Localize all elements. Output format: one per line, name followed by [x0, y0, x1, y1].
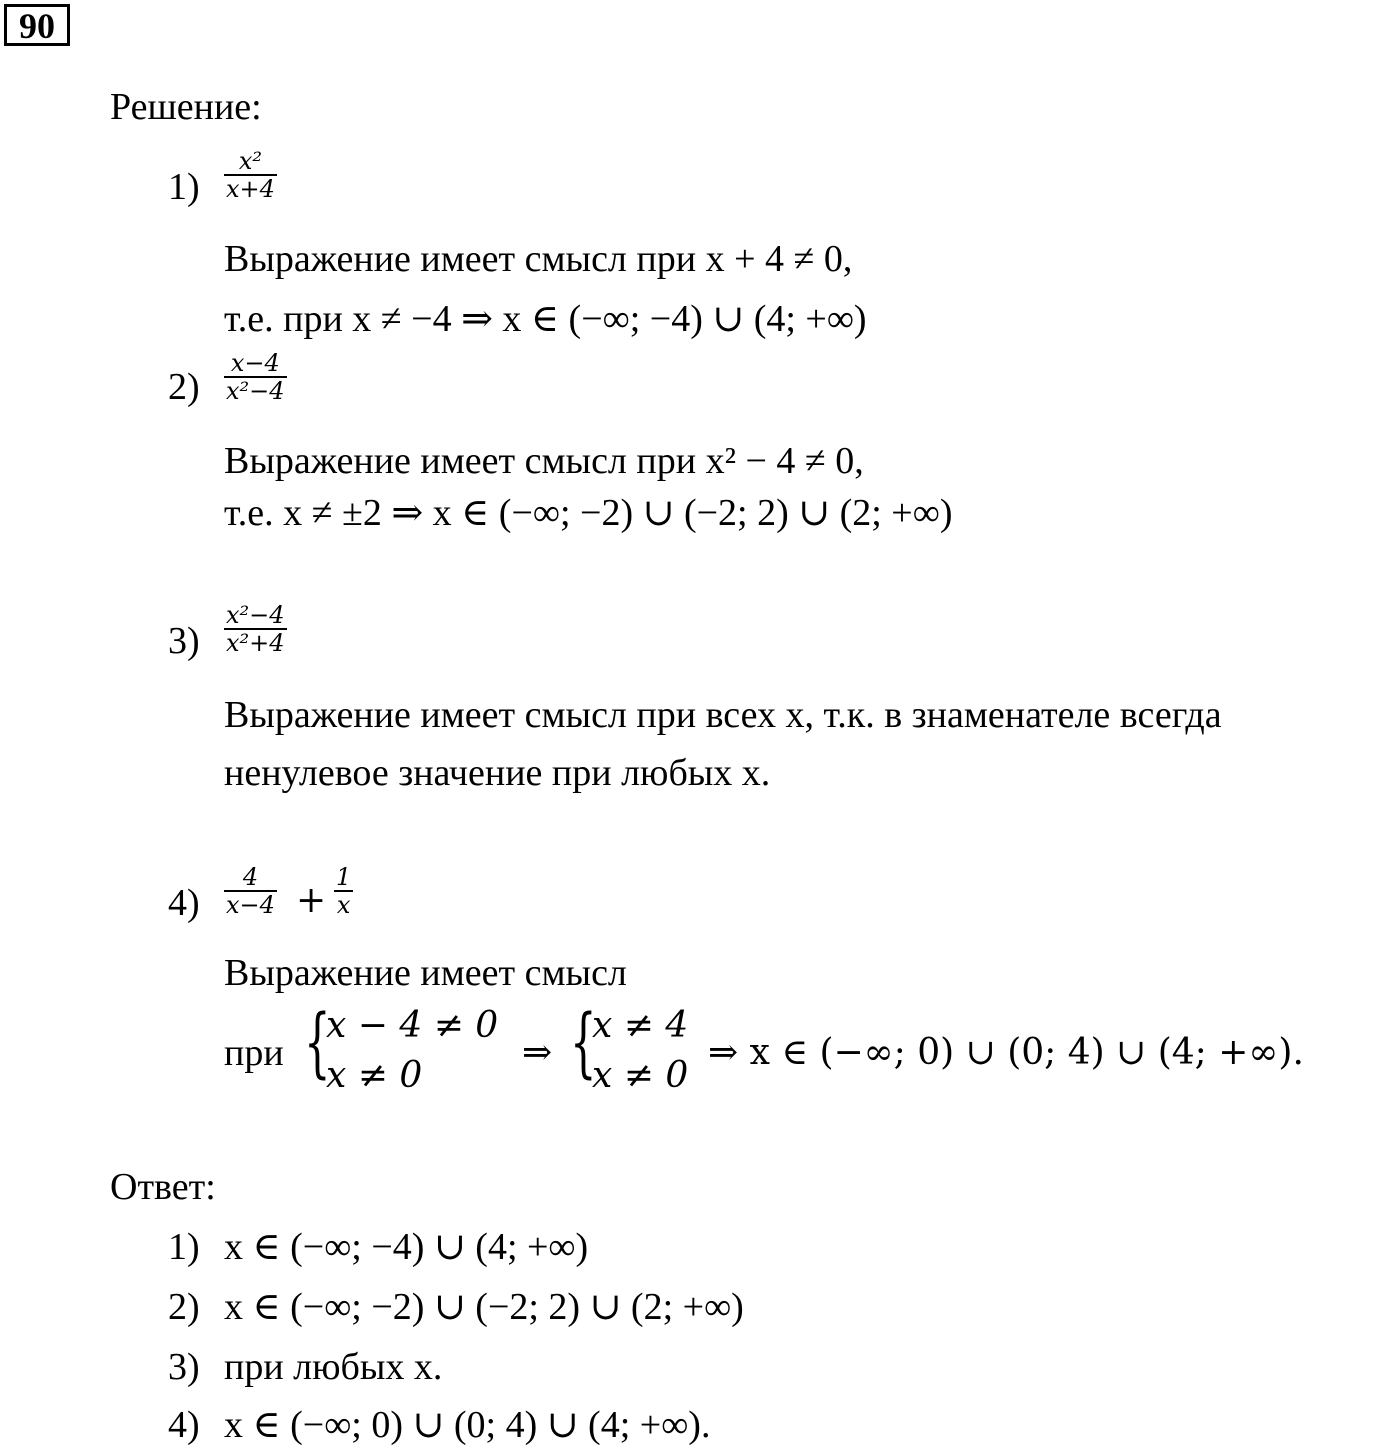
system-2-line-2: x ≠ 0 [592, 1055, 689, 1096]
item-2-denominator: x²−4 [226, 377, 285, 405]
item-4-fraction-1-numerator: 4 [224, 864, 277, 892]
item-3-condition: Выражение имеет смысл при всех x, т.к. в знаменателе всегда [224, 694, 1222, 736]
system-2-line-1: x ≠ 4 [592, 1005, 689, 1046]
item-2-domain: т.е. x ≠ ±2 ⇒ x ∈ (−∞; −2) ∪ (−2; 2) ∪ (2; +∞) [224, 492, 953, 534]
item-4-label: 4) [168, 882, 200, 924]
item-1-denominator: x+4 [226, 175, 275, 203]
item-4-fraction-2 [334, 864, 353, 918]
problem-number-badge: 90 [4, 4, 70, 46]
item-4-pri: при [224, 1032, 284, 1074]
answer-3-text: при любых x. [224, 1346, 443, 1388]
solution-heading: Решение: [110, 86, 262, 128]
answer-3-label: 3) [168, 1346, 200, 1388]
item-1-label: 1) [168, 166, 200, 208]
item-4-fraction-1 [224, 864, 277, 918]
item-3-numerator: x²−4 [226, 601, 285, 629]
item-4-implies: ⇒ [522, 1032, 553, 1073]
item-4-result: ⇒ x ∈ (−∞; 0) ∪ (0; 4) ∪ (4; +∞). [708, 1032, 1304, 1073]
item-1-numerator: x² [224, 148, 277, 176]
item-3-denominator: x²+4 [226, 629, 285, 657]
item-1-domain: т.е. при x ≠ −4 ⇒ x ∈ (−∞; −4) ∪ (4; +∞) [224, 298, 867, 340]
answer-1-label: 1) [168, 1226, 200, 1268]
item-4-plus: + [296, 880, 327, 921]
item-1-condition: Выражение имеет смысл при x + 4 ≠ 0, [224, 238, 853, 280]
answer-4-label: 4) [168, 1404, 200, 1446]
item-2-numerator: x−4 [224, 350, 287, 378]
system-1-brace: { [304, 997, 331, 1086]
system-2-brace: { [570, 997, 597, 1086]
item-4-fraction-2-numerator: 1 [336, 863, 352, 891]
answer-1-text: x ∈ (−∞; −4) ∪ (4; +∞) [224, 1226, 589, 1268]
answer-2-label: 2) [168, 1286, 200, 1328]
item-2-fraction [224, 350, 287, 404]
item-3-label: 3) [168, 620, 200, 662]
item-2-label: 2) [168, 366, 200, 408]
answer-4-text: x ∈ (−∞; 0) ∪ (0; 4) ∪ (4; +∞). [224, 1404, 711, 1446]
item-4-condition: Выражение имеет смысл [224, 952, 627, 994]
item-2-condition: Выражение имеет смысл при x² − 4 ≠ 0, [224, 440, 864, 482]
item-1-fraction [224, 148, 277, 202]
item-3-explanation: ненулевое значение при любых x. [224, 752, 771, 794]
item-4-fraction-1-denominator: x−4 [226, 891, 275, 919]
system-1-line-1: x − 4 ≠ 0 [326, 1005, 499, 1046]
item-4-fraction-2-denominator: x [336, 891, 351, 919]
answer-heading: Ответ: [110, 1166, 216, 1208]
system-1-line-2: x ≠ 0 [326, 1055, 423, 1096]
item-3-fraction [224, 602, 287, 656]
answer-2-text: x ∈ (−∞; −2) ∪ (−2; 2) ∪ (2; +∞) [224, 1286, 744, 1328]
